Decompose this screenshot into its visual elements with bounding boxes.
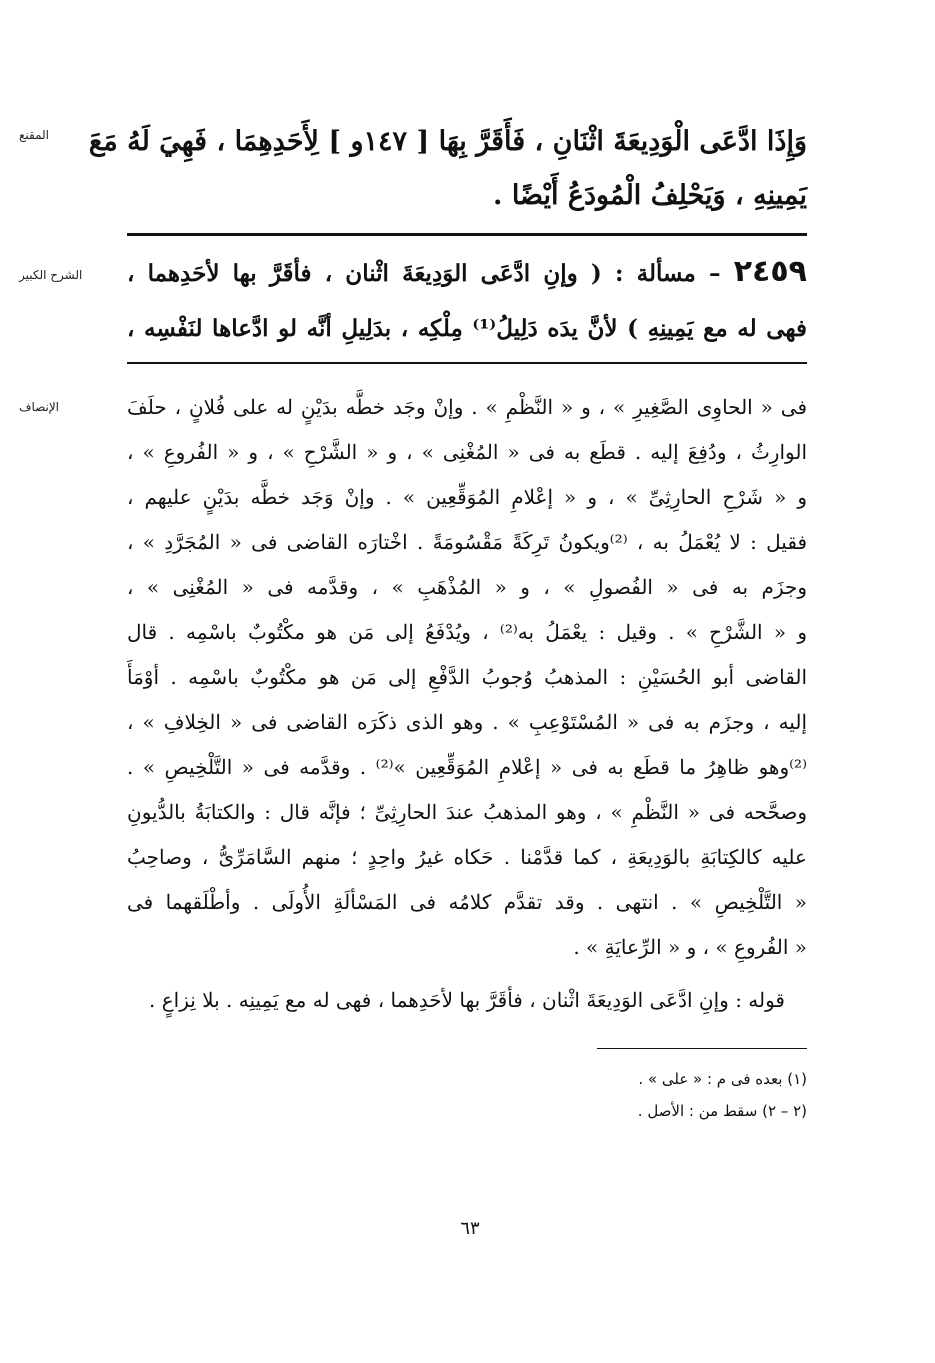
insaf-line: قوله : وإنِ ادَّعَى الوَدِيعَةَ اثْنان ، فأقَرَّ بها لأحَدِهما ، فهى له مع يَمِينِه . بلا نِزاعٍ . (149, 988, 785, 1012)
insaf-line: « الفُروعِ » ، و « الرِّعايَةِ » . (573, 935, 807, 959)
insaf-line: إليه ، وجزَم به فى « المُسْتَوْعِبِ » . وهو الذى ذكَرَه القاضى فى « الخِلافِ » ، (127, 710, 807, 734)
muqni-line: وَإِذَا ادَّعَى الْوَدِيعَةَ اثْنَانِ ، فَأَقَرَّ بِهَا [ ١٤٧و ] لِأَحَدِهِمَا ، فَهِيَ لَهُ مَعَ (88, 126, 807, 157)
section-divider (127, 233, 807, 236)
section-divider (127, 362, 807, 364)
insaf-line: وصحَّحه فى « النَّظْمِ » ، وهو المذهبُ عندَ الحارِثِىِّ ؛ فإنَّه قال : والكتابَةُ بالدُّيونِ (127, 800, 807, 824)
footnote-divider (597, 1048, 807, 1049)
margin-label-muqni: المقنع (19, 128, 50, 142)
margin-label-sharh: الشرح الكبير (19, 268, 83, 282)
issue-number: ٢٤٥٩ (733, 254, 807, 289)
insaf-line: الوارِثُ ، ودُفِعَ إليه . قطَع به فى « المُغْنِى » ، و « الشَّرْحِ » ، و « الفُروعِ » ، (127, 440, 807, 464)
insaf-line: و « شَرْحِ الحارِثِىِّ » ، و « إعْلامِ المُوَقِّعِين » . وإنْ وَجَد خطَّه بدَيْنٍ عليهم ، (127, 485, 807, 509)
insaf-line: ⁽²⁾وهو ظاهِرُ ما قطَع به فى « إعْلامِ المُوَقِّعِين »⁽²⁾ . وقدَّمه فى « التَّلْخِيصِ » . (127, 755, 807, 779)
insaf-line: القاضى أبو الحُسَيْنِ : المذهبُ وُجوبُ الدَّفْعِ إلى مَن هو مكْتُوبٌ باسْمِه . أوْمَأَ (127, 665, 807, 689)
insaf-line: عليه كالكِتابَةِ بالوَدِيعَةِ ، كما قدَّمْنا . حَكاه غيرُ واحِدٍ ؛ منهم السَّامَرِّىُّ ، وصاحِبُ (127, 845, 807, 869)
sharh-line (127, 255, 807, 291)
insaf-line: و « الشَّرْحِ » . وقيل : يعْمَلُ به⁽²⁾ ، ويُدْفَعُ إلى مَن هو مكْتُوبٌ باسْمِه . قال (127, 620, 807, 644)
sharh-line-text: – مسألة : ( وإنِ ادَّعَى الوَدِيعَةَ اثْنان ، فأقَرَّ بها لأحَدِهما ، (127, 260, 721, 287)
sharh-line: فهى له مع يَمِينِهِ ) لأنَّ يدَه دَلِيلُ⁽¹⁾ مِلْكِه ، بدَلِيلِ أنَّه لو ادَّعاها لنَفْسِه ، (127, 315, 807, 342)
muqni-line: يَمِينِهِ ، وَيَحْلِفُ الْمُودَعُ أَيْضًا . (493, 180, 807, 211)
insaf-line: وجزَم به فى « الفُصولِ » ، و « المُذْهَبِ » ، وقدَّمه فى « المُغْنِى » ، (127, 575, 807, 599)
insaf-line: فقيل : لا يُعْمَلُ به ، ⁽²⁾ويكونُ تَرِكَةً مَقْسُومَةً . اخْتارَه القاضى فى « المُجَرَّدِ » ، (127, 530, 807, 554)
page-number: ٦٣ (460, 1218, 480, 1239)
footnote: (٢ – ٢) سقط من : الأصل . (637, 1102, 807, 1120)
insaf-line: فى « الحاوِى الصَّغِيرِ » ، و « النَّظْمِ » . وإنْ وجَد خطَّه بدَيْنٍ له على فُلانٍ ، حلَفَ (127, 395, 807, 419)
insaf-line: « التَّلْخِيصِ » . انتهى . وقد تقدَّم كلامُه فى المَسْألَةِ الأُولَى . وأطْلَقهما فى (127, 890, 807, 914)
footnote: (١) بعده فى م : « على » . (638, 1070, 807, 1088)
margin-label-insaf: الإنصاف (19, 400, 60, 414)
